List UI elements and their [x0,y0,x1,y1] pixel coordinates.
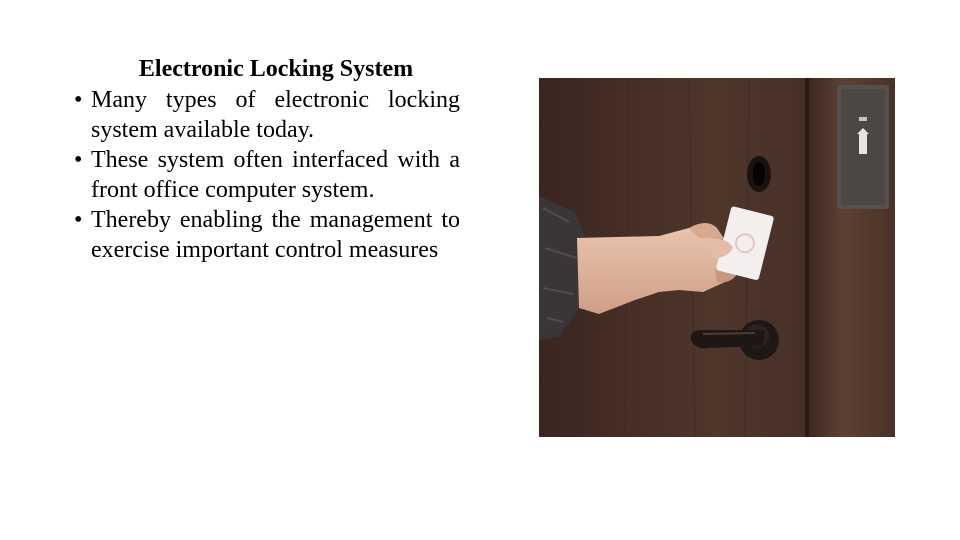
bullet-text: Thereby enabling the management to exercise important control measures [91,207,460,263]
text-block [74,54,460,265]
bullet-text: These system often interfaced with a front office computer system. [91,147,460,203]
bullet-marker: • [74,147,83,173]
bullet-text: Many types of electronic locking system available today. [91,87,460,143]
bullet-item [74,145,460,205]
bullet-marker: • [74,207,83,233]
bullet-item [74,205,460,265]
keycard-door-photo [539,78,895,437]
bullet-marker: • [74,87,83,113]
bullet-item [74,85,460,145]
bullet-list [74,85,460,265]
slide-title: Electronic Locking System [138,56,414,82]
